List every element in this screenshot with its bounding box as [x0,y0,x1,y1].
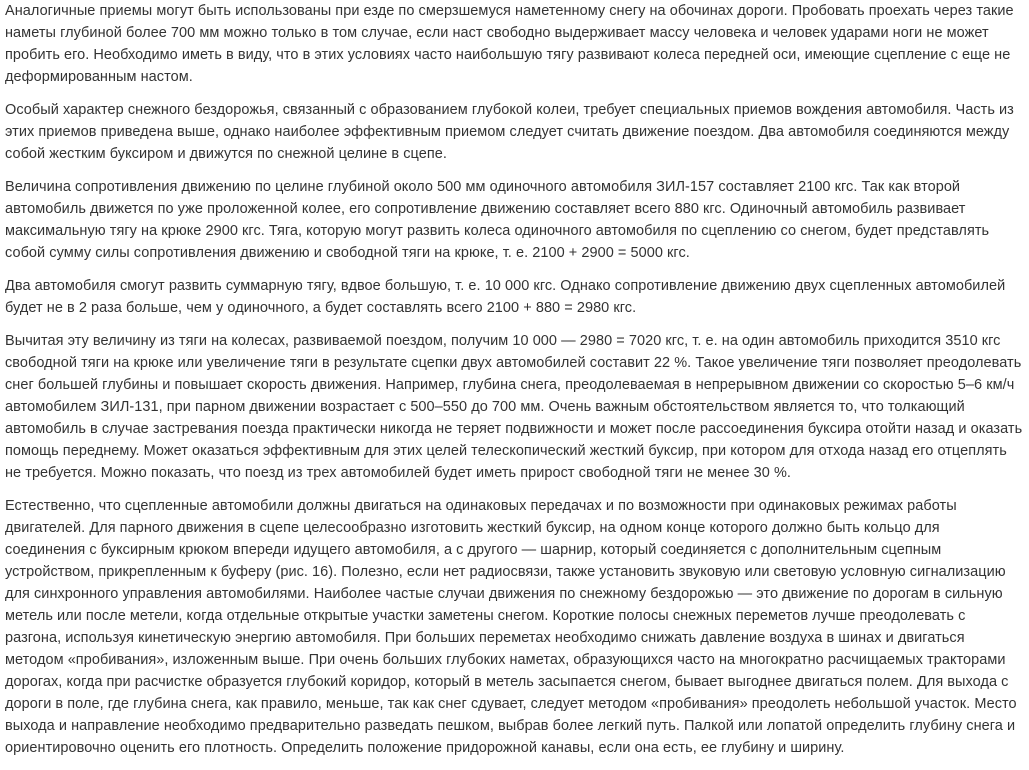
paragraph-1: Аналогичные приемы могут быть использованы при езде по смерзшемуся наметенному снегу на обочинах дороги. Пробовать проехать через такие наметы глубиной более 700 мм можно только в том случае, если наст свободно выдерживает массу человека и человек ударами ноги не может пробить его. Необходимо иметь в виду, что в этих условиях часто наибольшую тягу развивают колеса передней оси, имеющие сцепление с еще не деформированным настом. [5,3,1014,85]
paragraph-5: Вычитая эту величину из тяги на колесах, развиваемой поездом, получим 10 000 — 2980 = 7020 кгс, т. е. на один автомобиль приходится 3510 кгс свободной тяги на крюке или увеличение тяги в результате сцепки двух автомобилей составит 22 %. Такое увеличение тяги позволяет преодолевать снег большей глубины и повышает скорость движения. Например, глубина снега, преодолеваемая в непрерывном движении со скоростью 5–6 км/ч автомобилем ЗИЛ-131, при парном движении возрастает с 500–550 до 700 мм. Очень важным обстоятельством является то, что толкающий автомобиль в случае застревания поезда практически никогда не теряет подвижности и может после рассоединения буксира отойти назад и оказать помощь переднему. Может оказаться эффективным для этих целей телескопический жесткий буксир, при котором для отхода назад его отцеплять не требуется. Можно показать, что поезд из трех автомобилей будет иметь прирост свободной тяги не менее 30 %. [5,333,1023,481]
paragraph-4: Два автомобиля смогут развить суммарную тягу, вдвое большую, т. е. 10 000 кгс. Однако сопротивление движению двух сцепленных автомобилей будет не в 2 раза больше, чем у одиночного, а будет составлять всего 2100 + 880 = 2980 кгс. [5,278,1006,316]
paragraph-3: Величина сопротивления движению по целине глубиной около 500 мм одиночного автомобиля ЗИЛ-157 составляет 2100 кгс. Так как второй автомобиль движется по уже проложенной колее, его сопротивление движению составляет всего 880 кгс. Одиночный автомобиль развивает максимальную тягу на крюке 2900 кгс. Тяга, которую могут развить колеса одиночного автомобиля по сцеплению со снегом, будет представлять собой сумму силы сопротивления движению и свободной тяги на крюке, т. е. 2100 + 2900 = 5000 кгс. [5,179,990,261]
paragraph-2: Особый характер снежного бездорожья, связанный с образованием глубокой колеи, требует специальных приемов вождения автомобиля. Часть из этих приемов приведена выше, однако наиболее эффективным приемом следует считать движение поездом. Два автомобиля соединяются между собой жестким буксиром и движутся по снежной целине в сцепе. [5,102,1014,162]
article-body [5,0,1023,770]
paragraph-6: Естественно, что сцепленные автомобили должны двигаться на одинаковых передачах и по возможности при одинаковых режимах работы двигателей. Для парного движения в сцепе целесообразно изготовить жесткий буксир, на одном конце которого должно быть кольцо для соединения с буксирным крюком впереди идущего автомобиля, а с другого — шарнир, который соединяется с дополнительным сцепным устройством, прикрепленным к буферу (рис. 16). Полезно, если нет радиосвязи, также установить звуковую или световую условную сигнализацию для синхронного управления автомобилями. Наиболее частые случаи движения по снежному бездорожью — это движение по дорогам в сильную метель или после метели, когда отдельные открытые участки заметены снегом. Короткие полосы снежных переметов лучше преодолевать с разгона, используя кинетическую энергию автомобиля. При больших переметах необходимо снижать давление воздуха в шинах и двигаться методом «пробивания», изложенным выше. При очень больших глубоких наметах, образующихся часто на многократно расчищаемых тракторами дорогах, когда при расчистке образуется глубокий коридор, который в метель засыпается снегом, бывает выгоднее двигаться полем. Для выхода с дороги в поле, где глубина снега, как правило, меньше, так как снег сдувает, следует методом «пробивания» преодолеть небольшой участок. Место выхода и направление необходимо предварительно разведать пешком, выбрав более легкий путь. Палкой или лопатой определить глубину снега и ориентировочно оценить его плотность. Определить положение придорожной канавы, если она есть, ее глубину и ширину. [5,498,1017,756]
